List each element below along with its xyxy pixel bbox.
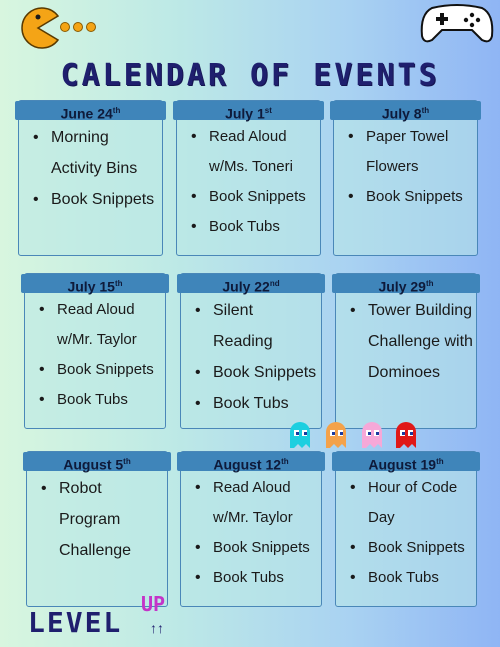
ghost-icon <box>360 420 384 450</box>
event-card <box>24 273 166 429</box>
event-date <box>332 274 480 293</box>
event-date <box>177 452 325 471</box>
level-up-logo: LEVEL <box>28 606 123 639</box>
event-item: • Morning <box>33 122 160 153</box>
event-list <box>33 122 160 215</box>
event-list <box>348 122 475 212</box>
event-item: Challenge <box>59 542 132 559</box>
event-item: • Silent <box>195 295 319 326</box>
event-date-suffix: th <box>436 457 444 466</box>
event-item: w/Ms. Toneri <box>209 158 293 175</box>
level-up-logo-up: UP <box>141 592 166 616</box>
event-date-text: July 1 <box>225 105 265 122</box>
event-date-text: July 22 <box>222 278 270 295</box>
event-item: Program <box>59 511 121 528</box>
event-date <box>332 452 480 471</box>
event-date-text: August 12 <box>213 456 282 473</box>
event-list <box>191 122 318 242</box>
event-card <box>18 100 163 256</box>
event-card <box>333 100 478 256</box>
event-date <box>330 101 481 120</box>
game-controller-icon <box>418 0 496 46</box>
event-date-suffix: nd <box>269 279 280 288</box>
event-list <box>39 295 163 415</box>
event-date-suffix: th <box>425 279 434 288</box>
event-item: w/Mr. Taylor <box>213 509 293 526</box>
event-date-suffix: th <box>123 457 131 466</box>
ghost-icon <box>288 420 312 450</box>
event-item: • Book Tubs <box>195 388 319 419</box>
event-card <box>180 451 322 607</box>
event-item: Flowers <box>366 158 419 175</box>
event-date-text: July 29 <box>378 278 426 295</box>
event-list <box>350 295 474 388</box>
event-date <box>23 452 171 471</box>
event-date-text: August 19 <box>368 456 437 473</box>
event-item: • Read Aloud <box>39 295 163 325</box>
event-date-text: August 5 <box>63 456 124 473</box>
event-item: • Book Snippets <box>39 355 163 385</box>
event-item: • Paper Towel <box>348 122 475 152</box>
event-item: • Book Tubs <box>350 563 474 593</box>
event-item: • Book Tubs <box>191 212 318 242</box>
event-item: Challenge with <box>368 333 473 350</box>
event-item: • Book Tubs <box>39 385 163 415</box>
event-card <box>26 451 168 607</box>
event-item: • Book Snippets <box>33 184 160 215</box>
up-arrows-icon: ↑↑ <box>150 620 164 636</box>
event-item: Day <box>368 509 395 526</box>
event-item: Dominoes <box>368 364 441 381</box>
event-card <box>176 100 321 256</box>
event-date-text: July 15 <box>67 278 115 295</box>
page-title: CALENDAR OF EVENTS <box>60 58 440 93</box>
event-list <box>350 473 474 593</box>
event-item: • Robot <box>41 473 165 504</box>
event-date-suffix: st <box>264 106 272 115</box>
event-item: Reading <box>213 333 273 350</box>
event-item: • Book Snippets <box>350 533 474 563</box>
event-date <box>177 274 325 293</box>
event-date-suffix: th <box>281 457 289 466</box>
event-date <box>173 101 324 120</box>
event-date-suffix: th <box>112 106 121 115</box>
event-date <box>21 274 169 293</box>
event-list <box>41 473 165 566</box>
event-item: • Book Snippets <box>195 533 319 563</box>
event-item: • Hour of Code <box>350 473 474 503</box>
event-date-text: July 8 <box>381 105 422 122</box>
event-item: w/Mr. Taylor <box>57 331 137 348</box>
event-list <box>195 295 319 419</box>
event-card <box>180 273 322 429</box>
event-list <box>195 473 319 593</box>
event-item: Activity Bins <box>51 160 138 177</box>
event-card <box>335 451 477 607</box>
ghost-icon <box>394 420 418 450</box>
event-item: • Tower Building <box>350 295 474 326</box>
event-item: • Read Aloud <box>195 473 319 503</box>
event-item: • Book Snippets <box>191 182 318 212</box>
event-date-suffix: th <box>421 106 430 115</box>
event-date <box>15 101 166 120</box>
event-item: • Read Aloud <box>191 122 318 152</box>
event-item: • Book Snippets <box>348 182 475 212</box>
event-date-suffix: th <box>114 279 123 288</box>
event-item: • Book Snippets <box>195 357 319 388</box>
ghost-icon <box>324 420 348 450</box>
event-date-text: June 24 <box>60 105 113 122</box>
pacman-icon <box>16 6 60 50</box>
event-item: • Book Tubs <box>195 563 319 593</box>
event-card <box>335 273 477 429</box>
